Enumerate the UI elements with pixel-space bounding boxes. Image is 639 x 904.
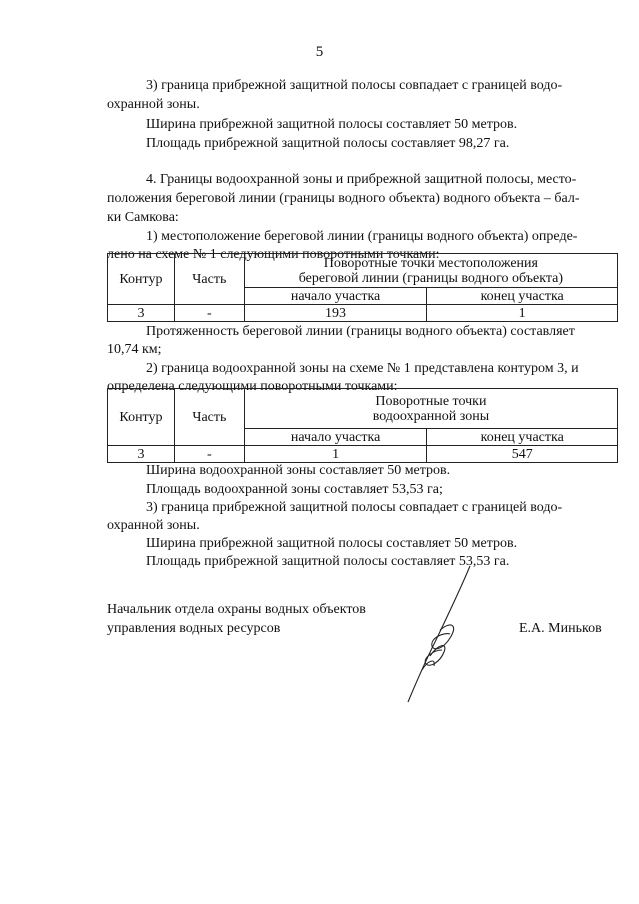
cell-contour: 3: [108, 446, 175, 463]
text-line: Площадь водоохранной зоны составляет 53,53 га;: [146, 482, 443, 497]
cell-part: -: [174, 305, 244, 322]
cell-part: -: [174, 446, 244, 463]
text-line: 3) граница прибрежной защитной полосы совпадает с границей водо-: [146, 500, 563, 515]
cell-end: 1: [427, 305, 618, 322]
text-line: 2) граница водоохранной зоны на схеме № 1 представлена контуром 3, и: [146, 361, 579, 376]
text-line: Площадь прибрежной защитной полосы составляет 98,27 га.: [146, 136, 510, 151]
cell-start: 193: [244, 305, 427, 322]
text-line: ки Самкова:: [107, 210, 179, 225]
text-line: Ширина прибрежной защитной полосы составляет 50 метров.: [146, 536, 518, 551]
text-line: Площадь прибрежной защитной полосы составляет 53,53 га.: [146, 554, 510, 569]
text-line: охранной зоны.: [107, 97, 200, 112]
signatory-department: управления водных ресурсов: [107, 621, 281, 636]
col-header-part: Часть: [174, 254, 244, 305]
table-row: [108, 446, 618, 463]
group-header-line: Поворотные точки: [375, 393, 487, 409]
col-header-part: Часть: [174, 389, 244, 446]
text-line: 4. Границы водоохранной зоны и прибрежной защитной полосы, место-: [146, 172, 577, 187]
cell-start: 1: [244, 446, 427, 463]
text-line: охранной зоны.: [107, 518, 200, 533]
shoreline-points-table: [107, 253, 618, 322]
col-header-end: конец участка: [427, 288, 618, 305]
text-line: лено на схеме № 1 следующими поворотными точками:: [107, 247, 440, 262]
text-line: Протяженность береговой линии (границы водного объекта) составляет: [146, 324, 575, 339]
group-header-line: водоохранной зоны: [372, 408, 490, 424]
col-header-turning-points: Поворотные точки местоположения береговой линии (границы водного объекта): [244, 254, 617, 288]
text-line: положения береговой линии (границы водного объекта) водного объекта – бал-: [107, 191, 580, 206]
signatory-title: Начальник отдела охраны водных объектов: [107, 602, 366, 617]
text-line: Ширина водоохранной зоны составляет 50 метров.: [146, 463, 451, 478]
cell-end: 547: [427, 446, 618, 463]
col-header-turning-points: [244, 389, 617, 429]
water-protection-zone-table: [107, 388, 618, 463]
col-header-contour: Контур: [108, 389, 175, 446]
text-line: 3) граница прибрежной защитной полосы совпадает с границей водо-: [146, 78, 563, 93]
handwritten-signature: [400, 560, 490, 710]
text-line: Ширина прибрежной защитной полосы составляет 50 метров.: [146, 117, 518, 132]
text-line: определена следующими поворотными точками:: [107, 379, 398, 394]
col-header-contour: Контур: [108, 254, 175, 305]
col-header-start: начало участка: [244, 288, 427, 305]
col-header-start: начало участка: [244, 429, 427, 446]
table-row: [108, 305, 618, 322]
page-number: 5: [315, 44, 324, 60]
text-line: 1) местоположение береговой линии (границы водного объекта) опреде-: [146, 229, 578, 244]
signatory-name: Е.А. Миньков: [519, 621, 602, 636]
text-line: 10,74 км;: [107, 342, 162, 357]
col-header-end: конец участка: [427, 429, 618, 446]
cell-contour: 3: [108, 305, 175, 322]
